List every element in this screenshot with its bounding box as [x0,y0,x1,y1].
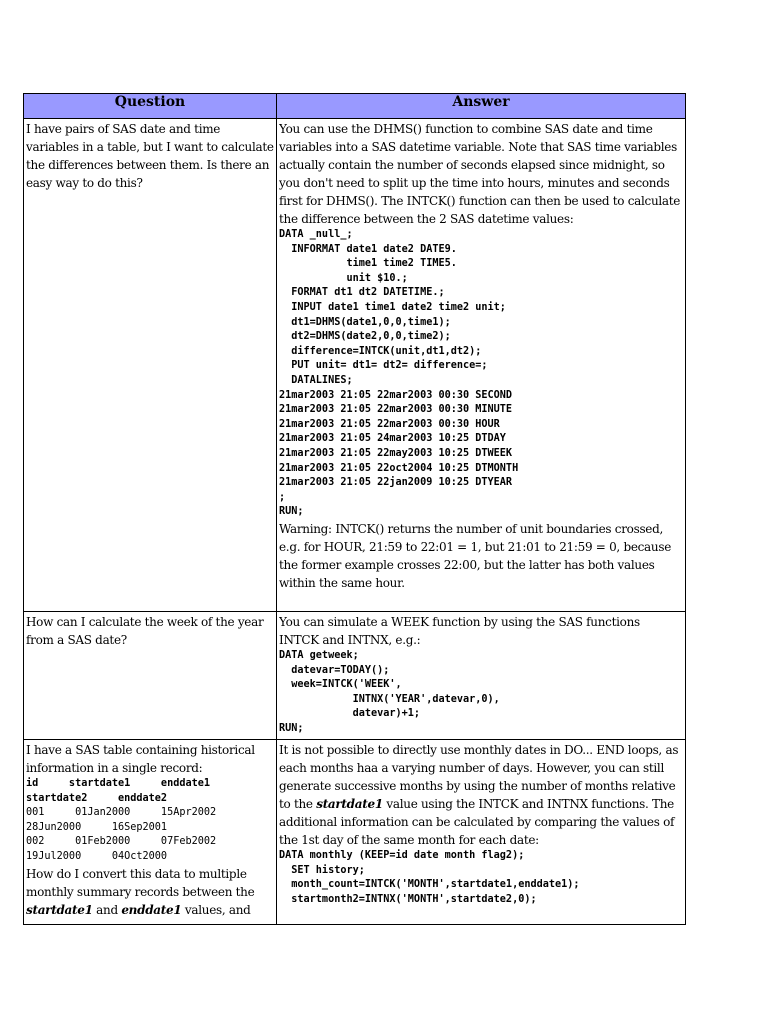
table-row [24,740,686,925]
answer-cell [277,740,686,925]
question-cell [24,740,277,925]
question-cell [24,119,277,612]
answer-text-part: value using the INTCK and INTNX functions. The additional information can be calculated by comparing the values of the 1st day of the same month for each date: [279,797,675,847]
question-header: Question [24,94,277,119]
answer-text [279,741,683,849]
answer-header: Answer [277,94,686,119]
answer-cell [277,119,686,612]
answer-text-part: It is not possible to directly use monthly dates in DO... END loops, as each months haa a varying number of days. However, you can still generate successive months by using the number of months relative to the [279,743,679,811]
answer-text: You can simulate a WEEK function by using the SAS functions INTCK and INTNX, e.g.: [279,615,640,647]
emphasis-startdate1: startdate1 [26,902,93,917]
code-block: DATA _null_; INFORMAT date1 date2 DATE9. time1 time2 TIME5. unit $10.; FORMAT dt1 dt2 DATETIME.; INPUT date1 time1 date2 time2 unit; dt1=DHMS(date1,0,0,time1); dt2=DHMS(date2,0,0,time2); difference=INTCK(unit,dt1,dt2); PUT unit= dt1= dt2= difference=; DATALINES; 21mar2003 21:05 22mar2003 00:30 SECOND 21mar2003 21:05 22mar2003 00:30 MINUTE 21mar2003 21:05 22mar2003 00:30 HOUR 21mar2003 21:05 24mar2003 10:25 DTDAY 21mar2003 21:05 22may2003 10:25 DTWEEK 21mar2003 21:05 22oct2004 10:25 DTMONTH 21mar2003 21:05 22jan2009 10:25 DTYEAR ; RUN; [279,229,519,518]
emphasis-enddate1: enddate1 [121,902,182,917]
code-data: 001 01Jan2000 15Apr2002 28Jun2000 16Sep2001 002 01Feb2000 07Feb2002 19Jul2000 04Oct2000 [26,807,217,862]
code-block: DATA getweek; datevar=TODAY(); week=INTCK('WEEK', INTNX('YEAR',datevar,0), datevar)+1; RUN; [279,650,500,734]
question-outro-text: values, and [181,902,251,917]
question-text: I have pairs of SAS date and time variables in a table, but I want to calculate the differences between them. Is there an easy way to do this? [26,122,274,190]
question-text: How can I calculate the week of the year from a SAS date? [26,615,264,647]
warning-text: Warning: INTCK() returns the number of unit boundaries crossed, e.g. for HOUR, 21:59 to 22:01 = 1, but 21:01 to 21:59 = 0, because the former example crosses 22:00, but the latter has both values within the same hour. [279,521,671,590]
question-outro-text: and [92,902,122,917]
question-outro-text: How do I convert this data to multiple monthly summary records between the [26,866,255,899]
table-row [24,119,686,612]
header-row [24,94,686,119]
question-text: I have a SAS table containing historical information in a single record: [26,743,255,775]
faq-table [23,93,686,925]
question-outro [26,865,274,919]
answer-cell [277,612,686,740]
code-header: id startdate1 enddate1 startdate2 enddate2 [26,778,211,804]
code-block: DATA monthly (KEEP=id date month flag2); SET history; month_count=INTCK('MONTH',startdate1,enddate1); startmonth2=INTNX('MONTH',startdate2,0); [279,850,580,905]
question-cell [24,612,277,740]
emphasis-startdate1: startdate1 [316,797,383,811]
answer-text: You can use the DHMS() function to combine SAS date and time variables into a SAS datetime variable. Note that SAS time variables actually contain the number of seconds elapsed since midnight, so you don't need to split up the time into hours, minutes and seconds first for DHMS(). The INTCK() function can then be used to calculate the difference between the 2 SAS datetime values: [279,122,681,226]
table-row [24,612,686,740]
